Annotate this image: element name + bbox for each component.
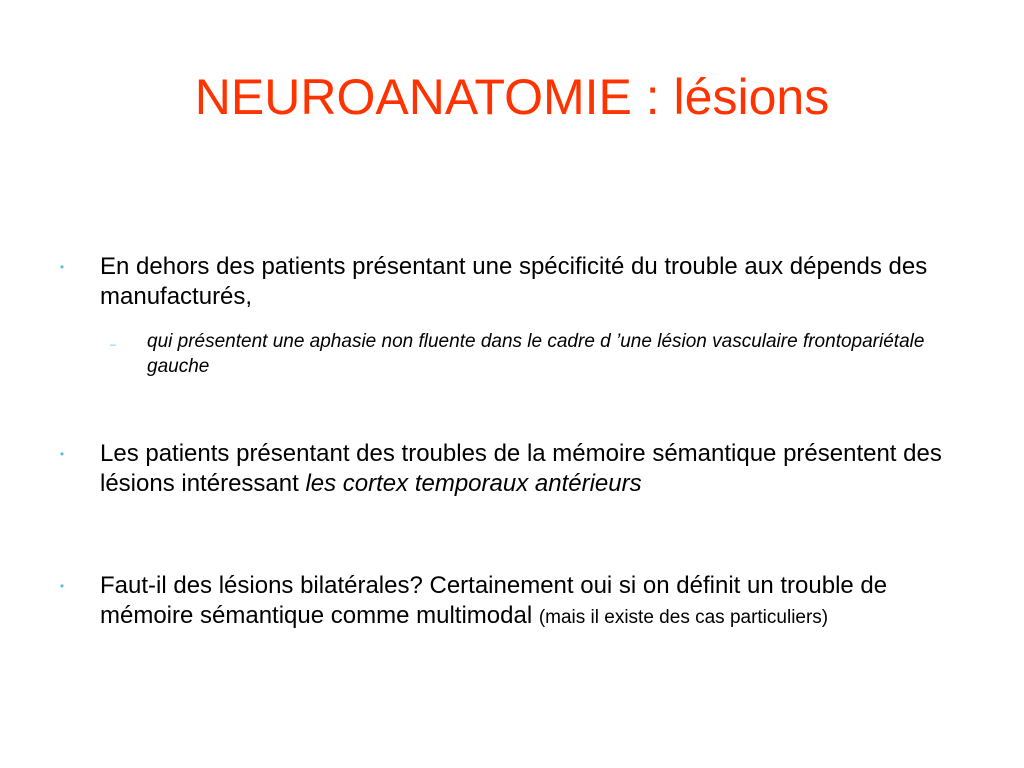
bullet-marker: • (59, 579, 65, 593)
slide-title: NEUROANATOMIE : lésions (194, 69, 830, 125)
bullet-text: Faut-il des lésions bilatérales? Certainement oui si on définit un trouble de mémoire sémantique comme multimodal (100, 572, 888, 629)
bullet-text: Les patients présentant des troubles de la mémoire sémantique présentent des lésions intéressant (100, 440, 942, 497)
bullet-item (59, 252, 960, 312)
sub-bullet-text: qui présentent une aphasie non fluente dans le cadre d ’une lésion vasculaire frontopariétale gauche (147, 331, 925, 377)
bullet-marker: • (59, 447, 65, 461)
bullet-marker: • (59, 260, 65, 274)
sub-bullet-item (110, 329, 967, 379)
bullet-italic-text: les cortex temporaux antérieurs (305, 470, 642, 497)
bullet-item (59, 571, 960, 633)
bullet-aside-text: (mais il existe des cas particuliers) (538, 607, 829, 628)
bullet-item (59, 439, 960, 499)
bullet-text: En dehors des patients présentant une spécificité du trouble aux dépends des manufacturés, (100, 253, 928, 310)
sub-bullet-marker: – (110, 339, 117, 351)
